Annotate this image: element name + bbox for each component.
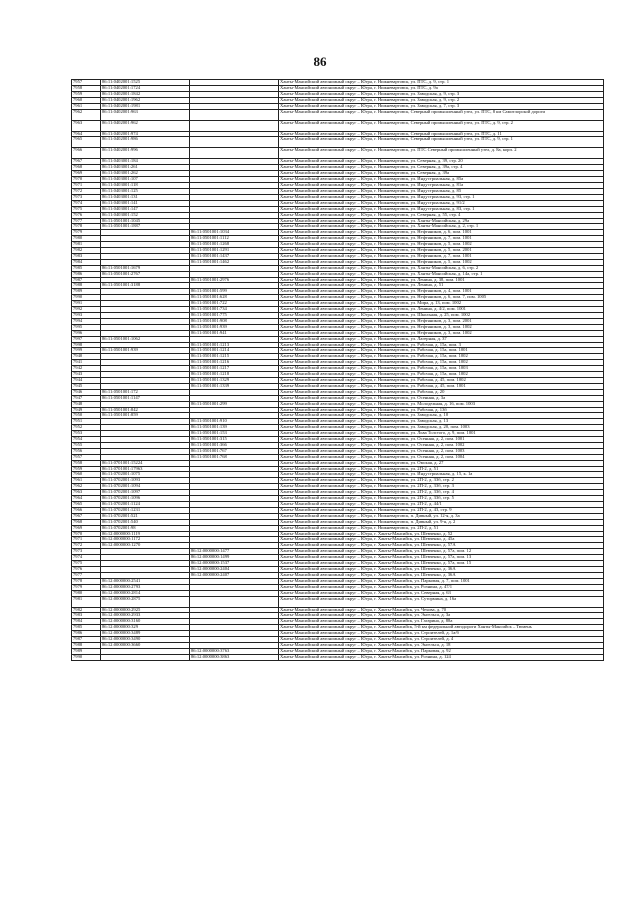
row-number-cell: 7956 <box>72 448 101 454</box>
row-number-cell: 7984 <box>72 259 101 265</box>
address-cell: Ханты-Мансийский автономный округ – Югра, г. Нижневартовск, ул. Ленина, д. 51 <box>279 283 604 289</box>
cadastral-number-cell: 86:11:0403001:131 <box>101 194 190 200</box>
row-number-cell: 7960 <box>72 472 101 478</box>
row-number-cell: 7970 <box>72 177 101 183</box>
row-number-cell: 7955 <box>72 442 101 448</box>
cadastral-number-cell: 86:12:0000000:2814 <box>101 590 190 596</box>
room-number-cell: 86:11:0501001:1217 <box>190 366 279 372</box>
cadastral-number-cell: 86:11:0501001:172 <box>101 389 190 395</box>
row-number-cell: 7987 <box>72 277 101 283</box>
room-number-cell: 86:11:0501001:941 <box>190 330 279 336</box>
address-cell: Ханты-Мансийский автономный округ – Югра, г. Ханты-Мансийск, ул. Шевченко, д. 57а, пом. 12 <box>279 549 604 555</box>
cadastral-number-cell: 86:11:0402001:1842 <box>101 91 190 97</box>
table-row <box>72 148 604 159</box>
room-number-cell: 86:12:0000000:1537 <box>190 561 279 567</box>
address-cell: Ханты-Мансийский автономный округ – Югра, г. Ханты-Мансийск, ул. Шевченко, д. 45а <box>279 537 604 543</box>
address-cell: Ханты-Мансийский автономный округ – Югра, г. Нижневартовск, ул. 2П-2, д. 44/1 <box>279 502 604 508</box>
row-number-cell: 7998 <box>72 342 101 348</box>
room-number-cell: 86:11:0501001:1112 <box>190 236 279 242</box>
address-cell: Ханты-Мансийский автономный округ – Югра, г. Ханты-Мансийск, ул. Строителей, д. 1а/б <box>279 631 604 637</box>
row-number-cell: 7978 <box>72 578 101 584</box>
address-cell: Ханты-Мансийский автономный округ – Югра, г. Нижневартовск, ул. Рабочая, д. 45, пом. 1001 <box>279 383 604 389</box>
row-number-cell: 7979 <box>72 230 101 236</box>
address-cell: Ханты-Мансийский автономный округ – Югра, г. Нижневартовск, ул. Заводская, д. 10 <box>279 413 604 419</box>
row-number-cell: 7963 <box>72 490 101 496</box>
address-cell: Ханты-Мансийский автономный округ – Югра, г. Нижневартовск, ул. Осенняя, д. 2, пом. 1004 <box>279 454 604 460</box>
row-number-cell: 7953 <box>72 431 101 437</box>
address-cell: Ханты-Мансийский автономный округ – Югра, г. Нижневартовск, ул. Индустриальная, д. 85а <box>279 177 604 183</box>
address-cell: Ханты-Мансийский автономный округ – Югра, г. Ханты-Мансийск, ул. Шевченко, д. 57А <box>279 543 604 549</box>
address-cell: Ханты-Мансийский автономный округ – Югра, г. Ханты-Мансийск, ул. Сутормина, д. 16а <box>279 596 604 607</box>
row-number-cell: 7995 <box>72 324 101 330</box>
room-number-cell: 86:12:0000000:1499 <box>190 555 279 561</box>
room-number-cell: 86:11:0501001:1214 <box>190 348 279 354</box>
row-number-cell: 7981 <box>72 242 101 248</box>
row-number-cell: 7979 <box>72 584 101 590</box>
row-number-cell: 7958 <box>72 460 101 466</box>
address-cell: Ханты-Мансийский автономный округ – Югра, г. Нижневартовск, ул. Рабочая, д. 15а, пом. 1002 <box>279 372 604 378</box>
room-number-cell: 86:11:0501001:767 <box>190 448 279 454</box>
row-number-cell: 7966 <box>72 148 101 159</box>
cadastral-number-cell: 86:12:0000000:3660 <box>101 642 190 648</box>
row-number-cell: 7996 <box>72 330 101 336</box>
room-number-cell <box>190 596 279 607</box>
address-cell: Ханты-Мансийский автономный округ – Югра, г. Нижневартовск, ул. Индустриальная, д. 91/2 <box>279 200 604 206</box>
address-cell: Ханты-Мансийский автономный округ – Югра, г. Нижневартовск, ул. 2П-2, д. 43, стр. 9 <box>279 507 604 513</box>
cadastral-number-cell: 86:11:0403001:152 <box>101 212 190 218</box>
row-number-cell: 7981 <box>72 596 101 607</box>
row-number-cell: 7971 <box>72 537 101 543</box>
cadastral-number-cell: 86:11:0702001:1097 <box>101 490 190 496</box>
row-number-cell: 7967 <box>72 159 101 165</box>
cadastral-number-cell: 86:11:0702001:1075 <box>101 472 190 478</box>
address-cell: Ханты-Мансийский автономный округ – Югра, г. Нижневартовск, ул. ПТС, д. 9а <box>279 85 604 91</box>
address-cell: Ханты-Мансийский автономный округ – Югра, г. Нижневартовск, ул. Школьная, д. 25, пом. 1002 <box>279 313 604 319</box>
address-cell: Ханты-Мансийский автономный округ – Югра, г. Нижневартовск, ул. Нефтяников, д. 7, пом. 1001 <box>279 236 604 242</box>
address-cell: Ханты-Мансийский автономный округ – Югра, г. Нижневартовск, ул. Заводская, д. 7, стр. 3 <box>279 103 604 109</box>
address-cell: Ханты-Мансийский автономный округ – Югра, г. Нижневартовск, ул. Северная, д. 39а <box>279 171 604 177</box>
cadastral-number-cell: 86:12:0000000:2925 <box>101 607 190 613</box>
address-cell: Ханты-Мансийский автономный округ – Югра, г. Нижневартовск, ул. Ханты-Мансийская, д. 2, стр. 1 <box>279 224 604 230</box>
address-cell: Ханты-Мансийский автономный округ – Югра, г. Ханты-Мансийск, 5-й км федеральной автодороги Ханты-Мансийск – Тюмень <box>279 625 604 631</box>
address-cell: Ханты-Мансийский автономный округ – Югра, г. Ханты-Мансийск, ул. Шевченко, д. 57а, пом. 13 <box>279 555 604 561</box>
address-cell: Ханты-Мансийский автономный округ – Югра, г. Нижневартовск, ул. Нефтяников, д. 5, пом. 1002 <box>279 242 604 248</box>
table-row <box>72 596 604 607</box>
cadastral-number-cell: 86:11:0403001:261 <box>101 165 190 171</box>
address-cell: Ханты-Мансийский автономный округ – Югра, г. Нижневартовск, ул. Индустриальная, д. 93, стр. 1 <box>279 194 604 200</box>
room-number-cell: 86:12:0000000:3763 <box>190 648 279 654</box>
row-number-cell: 7966 <box>72 507 101 513</box>
address-cell: Ханты-Мансийский автономный округ – Югра, г. Ханты-Мансийск, ул. Рознина, д. 124 <box>279 654 604 660</box>
row-number-cell: 7990 <box>72 295 101 301</box>
cadastral-number-cell: 86:11:0403001:184 <box>101 159 190 165</box>
cadastral-number-cell: 86:11:0702001:1094 <box>101 484 190 490</box>
address-cell: Ханты-Мансийский автономный округ – Югра, г. Нижневартовск, ул. Нефтяников, д. 3, пом. 2001 <box>279 318 604 324</box>
row-number-cell: 7972 <box>72 543 101 549</box>
row-number-cell: 7976 <box>72 212 101 218</box>
cadastral-number-cell: 86:11:0501001:1147 <box>101 395 190 401</box>
cadastral-number-cell: 86:11:0501001:2767 <box>101 271 190 277</box>
address-cell: Ханты-Мансийский автономный округ – Югра, г. Нижневартовск, ул. Индустриальная, д. 81а <box>279 183 604 189</box>
row-number-cell: 7971 <box>72 183 101 189</box>
row-number-cell: 7947 <box>72 395 101 401</box>
row-number-cell: 7985 <box>72 625 101 631</box>
address-cell: Ханты-Мансийский автономный округ – Югра, г. Нижневартовск, ул. Северная, д. 55, стр. 4 <box>279 212 604 218</box>
room-number-cell: 86:11:0501001:1216 <box>190 360 279 366</box>
row-number-cell: 7973 <box>72 194 101 200</box>
cadastral-number-cell: 86:11:0501001:1679 <box>101 265 190 271</box>
row-number-cell: 7957 <box>72 454 101 460</box>
cadastral-number-cell: 86:12:0000000:1270 <box>101 543 190 549</box>
address-cell: Ханты-Мансийский автономный округ – Югра, г. Ханты-Мансийск, ул. Шевченко, д. 57а, пом. 15 <box>279 561 604 567</box>
cadastral-number-cell: 86:11:0402001:1962 <box>101 97 190 103</box>
row-number-cell: 7992 <box>72 307 101 313</box>
cadastral-number-cell: 86:11:0402001:963 <box>101 109 190 120</box>
room-number-cell: 86:11:0501001:722 <box>190 301 279 307</box>
room-number-cell: 86:12:0000000:3863 <box>190 654 279 660</box>
address-cell: Ханты-Мансийский автономный округ – Югра, г. Ханты-Мансийск, ул. Парковая, д. 92 <box>279 648 604 654</box>
address-cell: Ханты-Мансийский автономный округ – Югра, г. Нижневартовск, ул. ПТС, д. 9, стр. 1 <box>279 80 604 86</box>
address-cell: Ханты-Мансийский автономный округ – Югра, г. Нижневартовск, ул. Ленина, д. 38, пом. 1001 <box>279 277 604 283</box>
cadastral-number-cell: 86:12:0000000:2541 <box>101 578 190 584</box>
address-cell: Ханты-Мансийский автономный округ – Югра, г. Нижневартовск, ул. Лагерная, д. 37 <box>279 336 604 342</box>
row-number-cell: 7942 <box>72 366 101 372</box>
row-number-cell: 7983 <box>72 613 101 619</box>
address-cell: Ханты-Мансийский автономный округ – Югра, г. Нижневартовск, п. Дивный, ул. 9-я, д. 2 <box>279 519 604 525</box>
cadastral-number-cell: 86:12:0000000:1172 <box>101 537 190 543</box>
row-number-cell: 7988 <box>72 642 101 648</box>
cadastral-number-cell: 86:12:0000000:2933 <box>101 613 190 619</box>
address-cell: Ханты-Мансийский автономный округ – Югра, г. Нижневартовск, п. Дивный, ул. 12-я, д. 3а <box>279 513 604 519</box>
cadastral-number-cell: 86:11:0403001:141 <box>101 200 190 206</box>
row-number-cell: 7989 <box>72 648 101 654</box>
room-number-cell: 86:11:0501001:1437 <box>190 253 279 259</box>
room-number-cell: 86:11:0501001:1462 <box>190 259 279 265</box>
row-number-cell: 7943 <box>72 372 101 378</box>
cadastral-number-cell: 86:12:0000000:2793 <box>101 584 190 590</box>
cadastral-number-cell: 86:11:0702001:1096 <box>101 496 190 502</box>
row-number-cell: 7975 <box>72 206 101 212</box>
cadastral-number-cell: 86:11:0501001:859 <box>101 413 190 419</box>
room-number-cell <box>190 109 279 120</box>
address-cell: Ханты-Мансийский автономный округ – Югра, г. Ханты-Мансийск, ул. Северная, д. 63 <box>279 590 604 596</box>
room-number-cell: 86:12:0000000:2404 <box>190 566 279 572</box>
cadastral-number-cell: 86:11:0402001:1724 <box>101 85 190 91</box>
row-number-cell: 7975 <box>72 561 101 567</box>
cadastral-number-cell: 86:11:0403001:118 <box>101 183 190 189</box>
address-cell: Ханты-Мансийский автономный округ – Югра, г. Нижневартовск, ул. Ленина, д. 4/2, пом. 1001 <box>279 307 604 313</box>
table-row <box>72 109 604 120</box>
address-cell: Ханты-Мансийский автономный округ – Югра, г. Нижневартовск, ул. Заводская, д. 20, пом. 1003 <box>279 425 604 431</box>
address-cell: Ханты-Мансийский автономный округ – Югра, г. Нижневартовск, ул. Льва Толстого, д. 9, пом. 1001 <box>279 431 604 437</box>
address-cell: Ханты-Мансийский автономный округ – Югра, г. Нижневартовск, ул. Осенняя, д. 3а <box>279 395 604 401</box>
cadastral-number-cell: 86:11:0702001:1231 <box>101 507 190 513</box>
row-number-cell: 7965 <box>72 137 101 148</box>
room-number-cell: 86:11:0501001:775 <box>190 313 279 319</box>
address-cell: Ханты-Мансийский автономный округ – Югра, г. Нижневартовск, ул. Омская, д. 27 <box>279 460 604 466</box>
cadastral-number-cell <box>101 654 190 660</box>
cadastral-number-cell: 86:11:0402001:974 <box>101 131 190 137</box>
row-number-cell: 7982 <box>72 248 101 254</box>
address-cell: Ханты-Мансийский автономный округ – Югра, г. Нижневартовск, ул. Нефтяников, д. 5, пом. 2001 <box>279 248 604 254</box>
address-cell: Ханты-Мансийский автономный округ – Югра, г. Нижневартовск, ул. Индустриальная, д. 85 <box>279 188 604 194</box>
address-cell: Ханты-Мансийский автономный округ – Югра, г. Нижневартовск, ул. 2П-2, д. 33б, стр. 5 <box>279 496 604 502</box>
address-cell: Ханты-Мансийский автономный округ – Югра, г. Нижневартовск, ул. Заводская, д. 9, стр. 3 <box>279 91 604 97</box>
address-cell: Ханты-Мансийский автономный округ – Югра, г. Нижневартовск, ул. Рабочая, д. 15а, пом. 1001 <box>279 348 604 354</box>
cadastral-number-cell: 86:12:0000000:2875 <box>101 596 190 607</box>
room-number-cell: 86:11:0501001:1329 <box>190 377 279 383</box>
address-cell: Ханты-Мансийский автономный округ – Югра, г. Нижневартовск, ул. Заводская, д. 9, стр. 2 <box>279 97 604 103</box>
address-cell: Ханты-Мансийский автономный округ – Югра, г. Нижневартовск, ул. Ханты-Мансийская, д. 6, стр. 2 <box>279 265 604 271</box>
address-cell: Ханты-Мансийский автономный округ – Югра, г. Ханты-Мансийск, ул. Чехова, д. 70 <box>279 607 604 613</box>
room-number-cell <box>190 137 279 148</box>
row-number-cell: 7976 <box>72 566 101 572</box>
row-number-cell: 7977 <box>72 572 101 578</box>
row-number-cell: 7968 <box>72 165 101 171</box>
row-number-cell: 7978 <box>72 224 101 230</box>
cadastral-number-cell: 86:11:0501001:1887 <box>101 224 190 230</box>
cadastral-number-cell: 86:12:0000000:3160 <box>101 619 190 625</box>
address-cell: Ханты-Мансийский автономный округ – Югра, г. Нижневартовск, Северный промышленный узел, ул. ПТС, д. 9, стр. 1 <box>279 137 604 148</box>
address-cell: Ханты-Мансийский автономный округ – Югра, г. Нижневартовск, ул. Заводская, д. 13 <box>279 419 604 425</box>
address-cell: Ханты-Мансийский автономный округ – Югра, г. Нижневартовск, ул. Молодежная, д. 16, пом. 1003 <box>279 401 604 407</box>
room-number-cell: 86:11:0501001:1034 <box>190 230 279 236</box>
cadastral-number-cell: 86:12:0000000:3490 <box>101 637 190 643</box>
address-cell: Ханты-Мансийский автономный округ – Югра, г. Нижневартовск, ул. Ханты-Мансийская, д. 29а <box>279 218 604 224</box>
row-number-cell: 7994 <box>72 318 101 324</box>
row-number-cell: 7958 <box>72 85 101 91</box>
row-number-cell: 7951 <box>72 419 101 425</box>
address-cell: Ханты-Мансийский автономный округ – Югра, г. Нижневартовск, ул. Нефтяников, д. 6, пом. 7, пом. 1005 <box>279 295 604 301</box>
row-number-cell: 7960 <box>72 97 101 103</box>
row-number-cell: 7993 <box>72 313 101 319</box>
row-number-cell: 7967 <box>72 513 101 519</box>
address-cell: Ханты-Мансийский автономный округ – Югра, г. Нижневартовск, ул. Нефтяников, д. 4, пом. 1001 <box>279 289 604 295</box>
row-number-cell: 7973 <box>72 549 101 555</box>
row-number-cell: 7968 <box>72 519 101 525</box>
row-number-cell: 7949 <box>72 407 101 413</box>
cadastral-number-cell: 86:11:0403001:147 <box>101 206 190 212</box>
row-number-cell: 7974 <box>72 200 101 206</box>
address-cell: Ханты-Мансийский автономный округ – Югра, г. Нижневартовск, ул. Северная, д. 39, стр. 20 <box>279 159 604 165</box>
cadastral-number-cell: 86:11:0402001:1525 <box>101 80 190 86</box>
room-number-cell: 86:11:0501001:139 <box>190 425 279 431</box>
address-cell: Ханты-Мансийский автономный округ – Югра, г. Нижневартовск, ул. ПТС Северный промышленный узел, д. 8а, корп. 2 <box>279 148 604 159</box>
address-cell: Ханты-Мансийский автономный округ – Югра, г. Ханты-Мансийск, ул. Шевченко, д. 36А <box>279 566 604 572</box>
row-number-cell: 7989 <box>72 289 101 295</box>
row-number-cell: 7954 <box>72 437 101 443</box>
row-number-cell: 7962 <box>72 109 101 120</box>
cadastral-number-cell: 86:11:0403001:107 <box>101 177 190 183</box>
row-number-cell: 7972 <box>72 188 101 194</box>
address-cell: Ханты-Мансийский автономный округ – Югра, г. Нижневартовск, Северный промышленный узел, ул. ПТС, 8 км Самотлорской дороги <box>279 109 604 120</box>
cadastral-number-cell: 86:11:0702001:98 <box>101 525 190 531</box>
address-cell: Ханты-Мансийский автономный округ – Югра, г. Ханты-Мансийск, ул. Парковая, д. 7, пом. 1001 <box>279 578 604 584</box>
address-cell: Ханты-Мансийский автономный округ – Югра, г. Нижневартовск, ул. 2П-2, д. 33б, стр. 3 <box>279 484 604 490</box>
room-number-cell: 86:11:0501001:939 <box>190 324 279 330</box>
address-cell: Ханты-Мансийский автономный округ – Югра, г. Ханты-Мансийск, ул. Шевченко, д. 36А <box>279 572 604 578</box>
row-number-cell: 7961 <box>72 103 101 109</box>
cadastral-number-cell: 86:11:0701001:15224 <box>101 460 190 466</box>
table-row <box>72 120 604 131</box>
row-number-cell: 7948 <box>72 401 101 407</box>
row-number-cell: 7974 <box>72 555 101 561</box>
row-number-cell: 7950 <box>72 413 101 419</box>
row-number-cell: 7946 <box>72 389 101 395</box>
page-number: 86 <box>313 54 327 69</box>
room-number-cell: 86:11:0501001:908 <box>190 318 279 324</box>
cadastral-number-cell: 86:11:0701001:17963 <box>101 466 190 472</box>
row-number-cell: 7977 <box>72 218 101 224</box>
cadastral-number-cell: 86:11:0702001:1124 <box>101 502 190 508</box>
address-cell: Ханты-Мансийский автономный округ – Югра, г. Нижневартовск, ул. Рабочая, д. 15а, пом. 1002 <box>279 354 604 360</box>
row-number-cell: 7957 <box>72 80 101 86</box>
cadastral-number-cell: 86:11:0501001:1045 <box>101 218 190 224</box>
room-number-cell: 86:12:0000000:2407 <box>190 572 279 578</box>
table-body <box>72 80 604 661</box>
room-number-cell: 86:11:0501001:768 <box>190 454 279 460</box>
row-number-cell: 7944 <box>72 377 101 383</box>
address-cell: Ханты-Мансийский автономный округ – Югра, г. Нижневартовск, ул. Ханты-Мансийская, д. 14а, стр. 1 <box>279 271 604 277</box>
room-number-cell <box>190 148 279 159</box>
room-number-cell: 86:11:0501001:1218 <box>190 372 279 378</box>
room-number-cell: 86:11:0501001:910 <box>190 419 279 425</box>
table-row <box>72 654 604 660</box>
cadastral-number-cell: 86:11:0702001:521 <box>101 513 190 519</box>
cadastral-number-cell: 86:11:0402001:962 <box>101 120 190 131</box>
row-number-cell: 7984 <box>72 619 101 625</box>
address-cell: Ханты-Мансийский автономный округ – Югра, г. Нижневартовск, Северный промышленный узел, ул. ПТС, д. 11 <box>279 131 604 137</box>
row-number-cell: 7962 <box>72 484 101 490</box>
address-cell: Ханты-Мансийский автономный округ – Югра, г. Нижневартовск, ул. 2П-2, д. 33б, стр. 4 <box>279 490 604 496</box>
address-cell: Ханты-Мансийский автономный округ – Югра, г. Нижневартовск, ул. Рабочая, д. 13б <box>279 407 604 413</box>
cadastral-number-cell: 86:11:0402001:1981 <box>101 103 190 109</box>
row-number-cell: 7945 <box>72 383 101 389</box>
address-cell: Ханты-Мансийский автономный округ – Югра, г. Нижневартовск, ул. 2П-2, д. 33б, стр. 2 <box>279 478 604 484</box>
address-cell: Ханты-Мансийский автономный округ – Югра, г. Нижневартовск, ул. Индустриальная, д. 15, к. 1а <box>279 472 604 478</box>
row-number-cell: 7969 <box>72 171 101 177</box>
row-number-cell: 7990 <box>72 654 101 660</box>
cadastral-number-cell: 86:11:0402001:986 <box>101 137 190 148</box>
cadastral-number-cell: 86:11:0501001:939 <box>101 348 190 354</box>
property-table <box>71 79 604 661</box>
address-cell: Ханты-Мансийский автономный округ – Югра, г. Ханты-Мансийск, ул. Строителей, д. 4 <box>279 637 604 643</box>
room-number-cell: 86:11:0501001:1213 <box>190 342 279 348</box>
row-number-cell: 7980 <box>72 590 101 596</box>
room-number-cell: 86:11:0501001:315 <box>190 437 279 443</box>
room-number-cell: 86:11:0501001:153 <box>190 431 279 437</box>
address-cell: Ханты-Мансийский автономный округ – Югра, г. Нижневартовск, ул. Осенняя, д. 2, пом. 1002 <box>279 442 604 448</box>
room-number-cell: 86:11:0501001:734 <box>190 307 279 313</box>
row-number-cell: 7965 <box>72 502 101 508</box>
row-number-cell: 7991 <box>72 301 101 307</box>
row-number-cell: 7941 <box>72 360 101 366</box>
address-cell: Ханты-Мансийский автономный округ – Югра, г. Нижневартовск, Северный промышленный узел, ул. ПТС, д. 9, стр. 2 <box>279 120 604 131</box>
cadastral-number-cell: 86:12:0000000:1119 <box>101 531 190 537</box>
room-number-cell: 86:11:0501001:628 <box>190 295 279 301</box>
address-cell: Ханты-Мансийский автономный округ – Югра, г. Ханты-Мансийск, ул. Рознина, д. 47/1 <box>279 584 604 590</box>
room-number-cell: 86:12:0000000:1477 <box>190 549 279 555</box>
address-cell: Ханты-Мансийский автономный округ – Югра, г. Нижневартовск, ул. Рабочая, д. 15а, пом. 1003 <box>279 366 604 372</box>
row-number-cell: 7959 <box>72 91 101 97</box>
row-number-cell: 7940 <box>72 354 101 360</box>
row-number-cell: 7999 <box>72 348 101 354</box>
address-cell: Ханты-Мансийский автономный округ – Югра, г. Ханты-Мансийск, ул. Шевченко, д. 52 <box>279 531 604 537</box>
room-number-cell: 86:11:0501001:1291 <box>190 248 279 254</box>
address-cell: Ханты-Мансийский автономный округ – Югра, г. Нижневартовск, ул. Нефтяников, д. 7, пом. 1001 <box>279 253 604 259</box>
row-number-cell: 7959 <box>72 466 101 472</box>
address-cell: Ханты-Мансийский автономный округ – Югра, г. Нижневартовск, ул. Нефтяников, д. 3, пом. 1002 <box>279 324 604 330</box>
address-cell: Ханты-Мансийский автономный округ – Югра, г. Нижневартовск, ул. Нефтяников, д. 6, пом. 1001 <box>279 230 604 236</box>
address-cell: Ханты-Мансийский автономный округ – Югра, г. Нижневартовск, ул. Рабочая, д. 15а, пом. 3 <box>279 342 604 348</box>
address-cell: Ханты-Мансийский автономный округ – Югра, г. Нижневартовск, ул. Рабочая, д. 15а, пом. 1002 <box>279 360 604 366</box>
room-number-cell: 86:11:0501001:1268 <box>190 242 279 248</box>
row-number-cell: 7986 <box>72 631 101 637</box>
address-cell: Ханты-Мансийский автономный округ – Югра, г. Нижневартовск, ул. Рабочая, д. 45, пом. 1002 <box>279 377 604 383</box>
cadastral-number-cell: 86:11:0403001:262 <box>101 171 190 177</box>
address-cell: Ханты-Мансийский автономный округ – Югра, г. Ханты-Мансийск, ул. Гагарина, д. 88а <box>279 619 604 625</box>
row-number-cell: 7997 <box>72 336 101 342</box>
address-cell: Ханты-Мансийский автономный округ – Югра, г. Нижневартовск, ул. 2П-2, д. 51 <box>279 466 604 472</box>
room-number-cell: 86:11:0501001:599 <box>190 289 279 295</box>
row-number-cell: 7964 <box>72 496 101 502</box>
row-number-cell: 7964 <box>72 131 101 137</box>
row-number-cell: 7985 <box>72 265 101 271</box>
row-number-cell: 7988 <box>72 283 101 289</box>
row-number-cell: 7970 <box>72 531 101 537</box>
address-cell: Ханты-Мансийский автономный округ – Югра, г. Нижневартовск, ул. Нефтяников, д. 5, пом. 1002 <box>279 259 604 265</box>
room-number-cell: 86:11:0501001:2976 <box>190 277 279 283</box>
row-number-cell: 7986 <box>72 271 101 277</box>
row-number-cell: 7982 <box>72 607 101 613</box>
cadastral-number-cell: 86:11:0702001:540 <box>101 519 190 525</box>
address-cell: Ханты-Мансийский автономный округ – Югра, г. Нижневартовск, ул. Рабочая, д. 20 <box>279 389 604 395</box>
cadastral-number-cell: 86:11:0702001:1093 <box>101 478 190 484</box>
room-number-cell: 86:11:0501001:1339 <box>190 383 279 389</box>
address-cell: Ханты-Мансийский автономный округ – Югра, г. Нижневартовск, ул. Северная, д. 39а, стр. 4 <box>279 165 604 171</box>
address-cell: Ханты-Мансийский автономный округ – Югра, г. Ханты-Мансийск, ул. Энгельса, д. 3а <box>279 613 604 619</box>
address-cell: Ханты-Мансийский автономный округ – Югра, г. Нижневартовск, ул. Осенняя, д. 2, пом. 1001 <box>279 437 604 443</box>
address-cell: Ханты-Мансийский автономный округ – Югра, г. Нижневартовск, ул. 2П-2, д. 51 <box>279 525 604 531</box>
address-cell: Ханты-Мансийский автономный округ – Югра, г. Нижневартовск, ул. Нефтяников, д. 3, пом. 1002 <box>279 330 604 336</box>
row-number-cell: 7952 <box>72 425 101 431</box>
row-number-cell: 7961 <box>72 478 101 484</box>
cadastral-number-cell: 86:11:0501001:3188 <box>101 283 190 289</box>
cadastral-number-cell: 86:11:0501001:842 <box>101 407 190 413</box>
row-number-cell: 7983 <box>72 253 101 259</box>
room-number-cell: 86:11:0501001:366 <box>190 442 279 448</box>
row-number-cell: 7980 <box>72 236 101 242</box>
cadastral-number-cell: 86:12:0000000:329 <box>101 625 190 631</box>
address-cell: Ханты-Мансийский автономный округ – Югра, г. Нижневартовск, ул. Индустриальная, д. 83, стр. 1 <box>279 206 604 212</box>
room-number-cell <box>190 120 279 131</box>
row-number-cell: 7969 <box>72 525 101 531</box>
cadastral-number-cell: 86:11:0501001:1062 <box>101 336 190 342</box>
room-number-cell: 86:11:0501001:299 <box>190 401 279 407</box>
cadastral-number-cell: 86:11:0402001:996 <box>101 148 190 159</box>
cadastral-number-cell: 86:12:0000000:3489 <box>101 631 190 637</box>
row-number-cell: 7963 <box>72 120 101 131</box>
address-cell: Ханты-Мансийский автономный округ – Югра, г. Ханты-Мансийск, ул. Энгельса, д. 18 <box>279 642 604 648</box>
address-cell: Ханты-Мансийский автономный округ – Югра, г. Нижневартовск, ул. Осенняя, д. 2, пом. 1003 <box>279 448 604 454</box>
room-number-cell: 86:11:0501001:1215 <box>190 354 279 360</box>
address-cell: Ханты-Мансийский автономный округ – Югра, г. Нижневартовск, ул. Мира, д. 13, пом. 1002 <box>279 301 604 307</box>
cadastral-number-cell: 86:11:0403001:125 <box>101 188 190 194</box>
row-number-cell: 7987 <box>72 637 101 643</box>
table-row <box>72 137 604 148</box>
